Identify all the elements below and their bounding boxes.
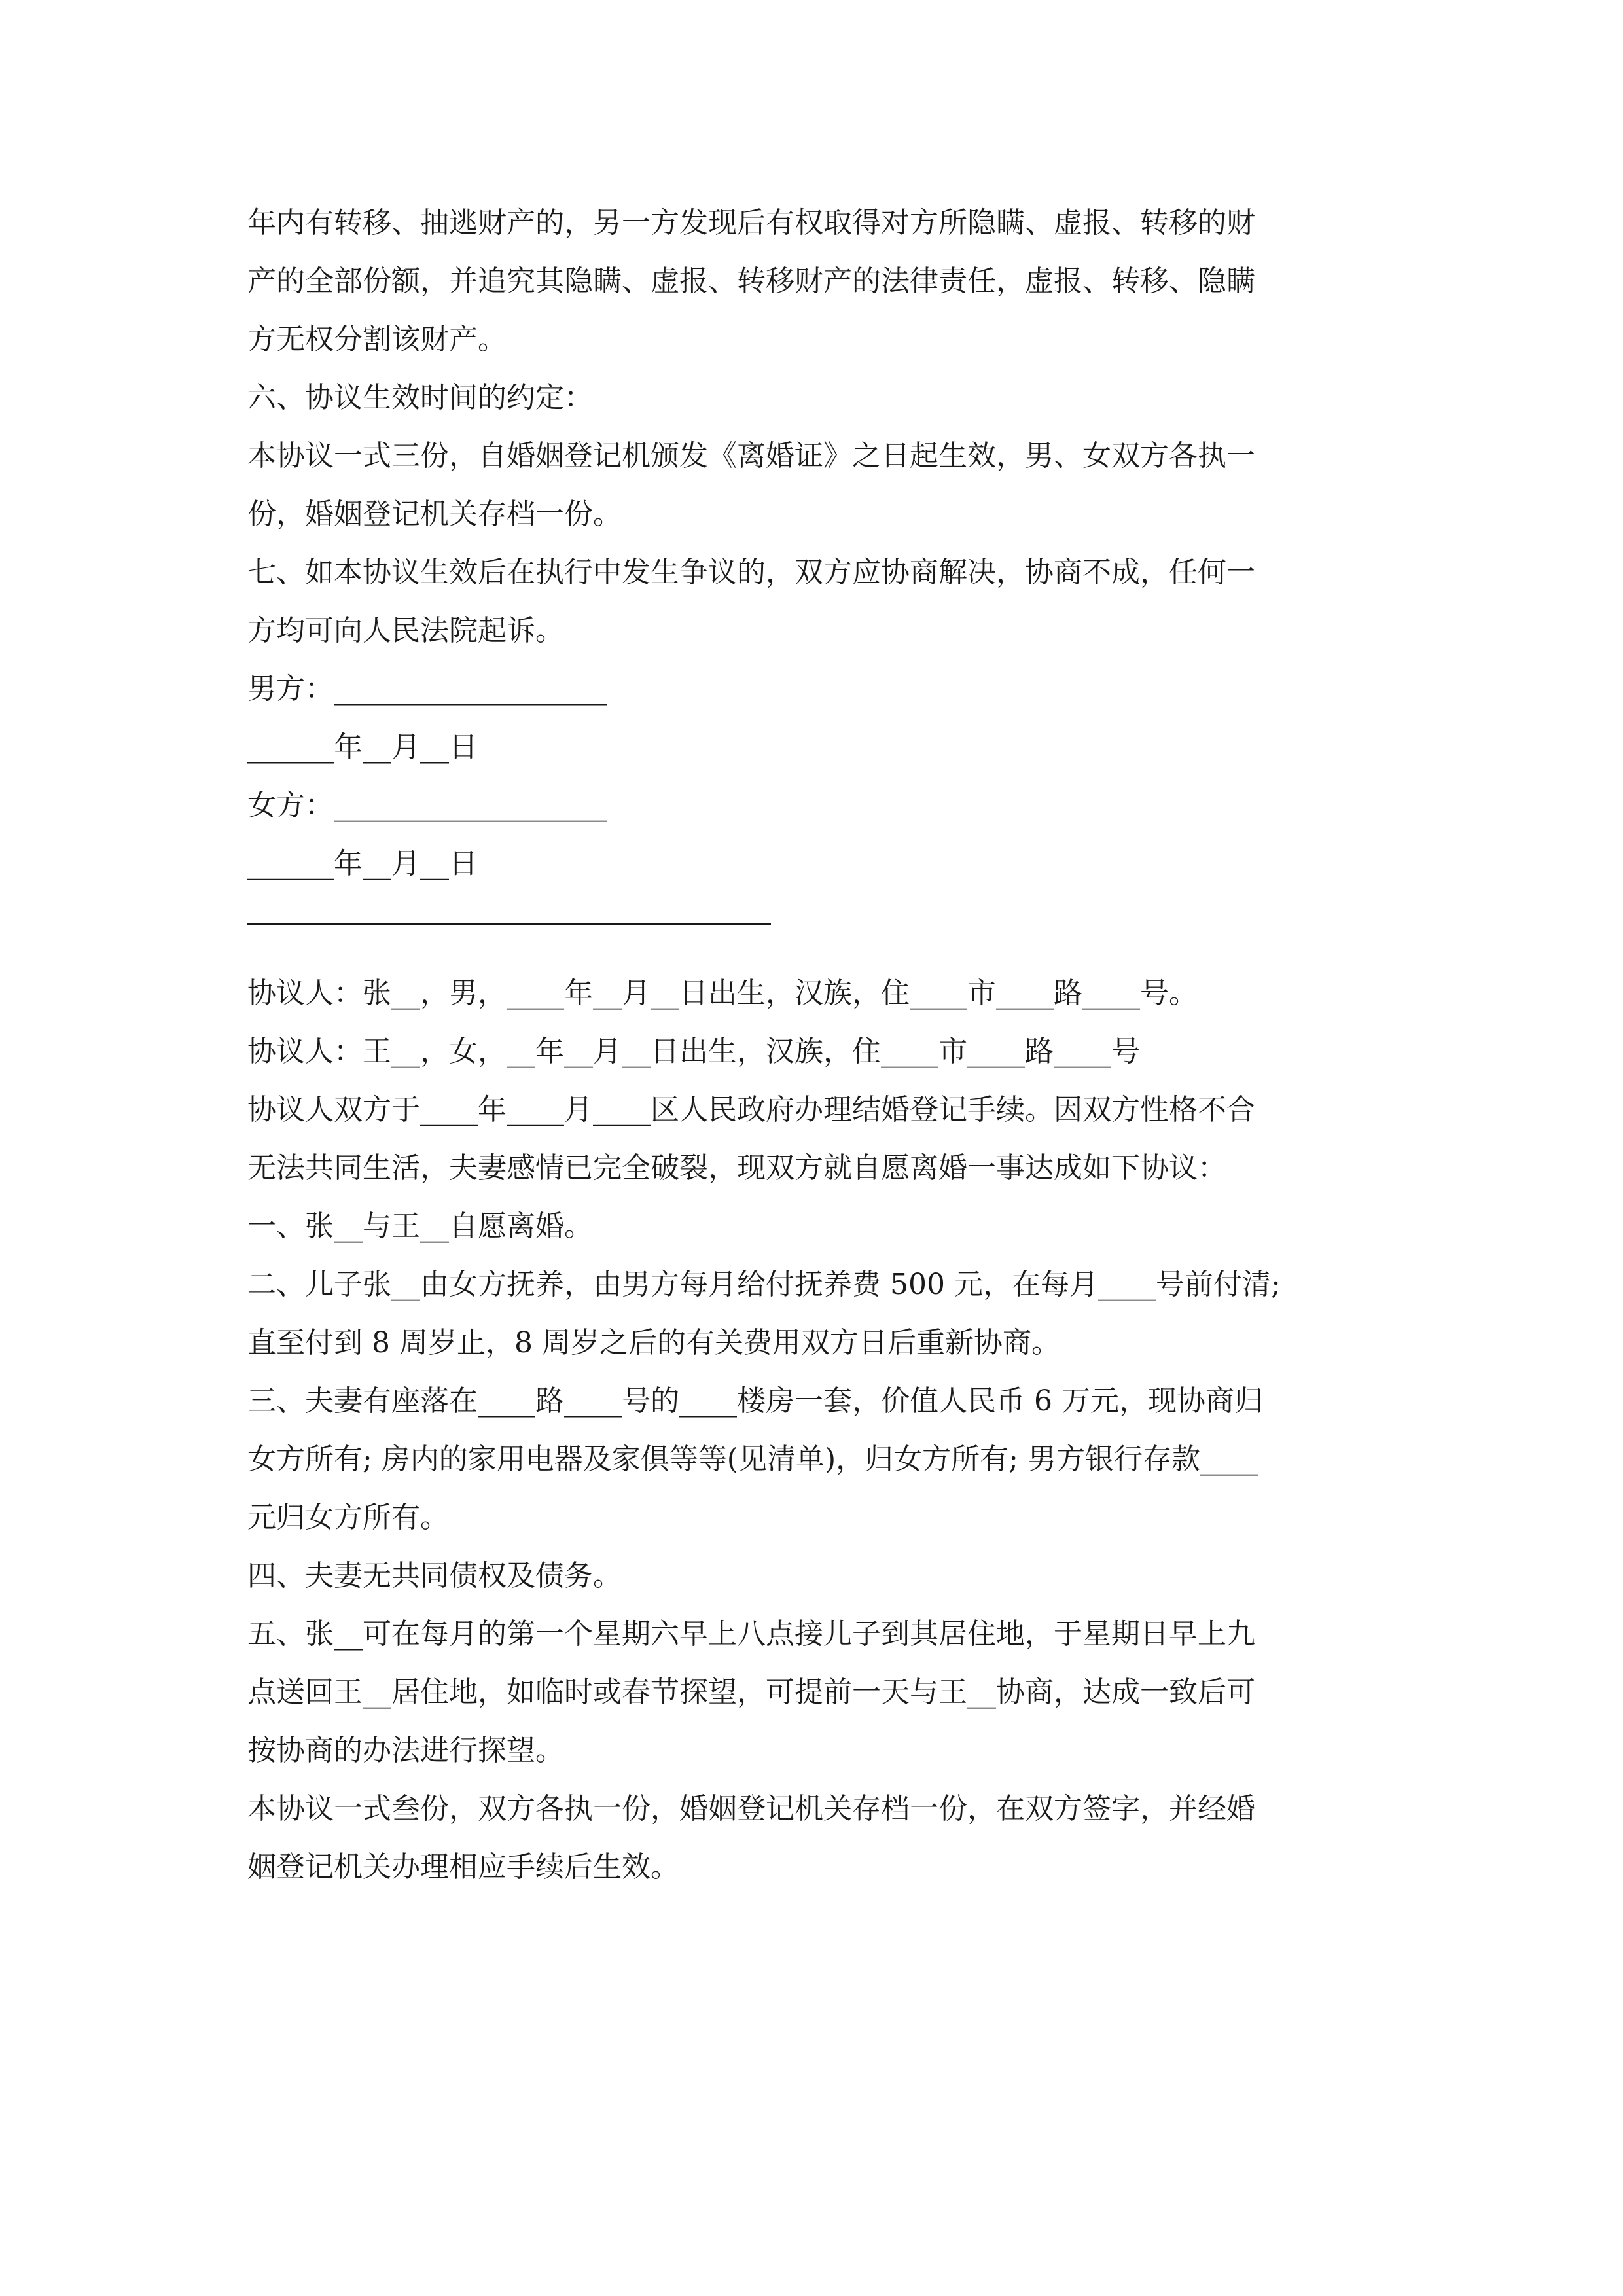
section-separator [247,893,1376,951]
text-line: 按协商的办法进行探望。 [247,1734,564,1767]
clause-line: 四、夫妻无共同债权及债务。 [247,1559,622,1592]
text-line: 本协议一式三份，自婚姻登记机颁发《离婚证》之日起生效，男、女双方各执一 [247,439,1255,473]
clause-line: 五、张__可在每月的第一个星期六早上八点接儿子到其居住地，于星期日早上九 [247,1617,1255,1651]
separator-rule [247,923,771,925]
document-body [247,194,1376,1896]
text-line: 七、如本协议生效后在执行中发生争议的，双方应协商解决，协商不成，任何一 [247,556,1255,589]
text-line: 姻登记机关办理相应手续后生效。 [247,1850,679,1884]
section-heading: 六、协议生效时间的约定： [247,381,593,414]
male-date-line: ______年__月__日 [247,730,478,764]
text-line: 无法共同生活，夫妻感情已完全破裂，现双方就自愿离婚一事达成如下协议： [247,1151,1226,1185]
female-date-line: ______年__月__日 [247,847,478,880]
text-line: 份，婚姻登记机关存档一份。 [247,497,622,531]
text-line: 女方所有; 房内的家用电器及家俱等等(见清单)，归女方所有; 男方银行存款____ [247,1443,1258,1476]
text-line: 本协议一式叁份，双方各执一份，婚姻登记机关存档一份，在双方签字，并经婚 [247,1792,1255,1825]
text-line: 方无权分割该财产。 [247,323,507,356]
party-line: 协议人：王__，女，__年__月__日出生，汉族，住____市____路____号 [247,1035,1140,1068]
clause-line: 三、夫妻有座落在____路____号的____楼房一套，价值人民币 6 万元，现协商归 [247,1384,1263,1418]
text-line: 元归女方所有。 [247,1501,449,1534]
clause-line: 二、儿子张__由女方抚养，由男方每月给付抚养费 500 元，在每月____号前付清; [247,1268,1281,1301]
text-line: 产的全部份额，并追究其隐瞒、虚报、转移财产的法律责任，虚报、转移、隐瞒 [247,264,1255,298]
male-signature-line: 男方：___________________ [247,672,607,706]
text-line: 点送回王__居住地，如临时或春节探望，可提前一天与王__协商，达成一致后可 [247,1676,1255,1709]
female-signature-line: 女方：___________________ [247,789,607,822]
clause-line: 一、张__与王__自愿离婚。 [247,1210,593,1243]
text-line: 直至付到 8 周岁止，8 周岁之后的有关费用双方日后重新协商。 [247,1326,1060,1359]
text-line: 方均可向人民法院起诉。 [247,614,564,647]
party-line: 协议人：张__，男，____年__月__日出生，汉族，住____市____路____号。 [247,977,1198,1010]
text-line: 协议人双方于____年____月____区人民政府办理结婚登记手续。因双方性格不合 [247,1093,1255,1126]
text-line: 年内有转移、抽逃财产的，另一方发现后有权取得对方所隐瞒、虚报、转移的财 [247,206,1255,240]
